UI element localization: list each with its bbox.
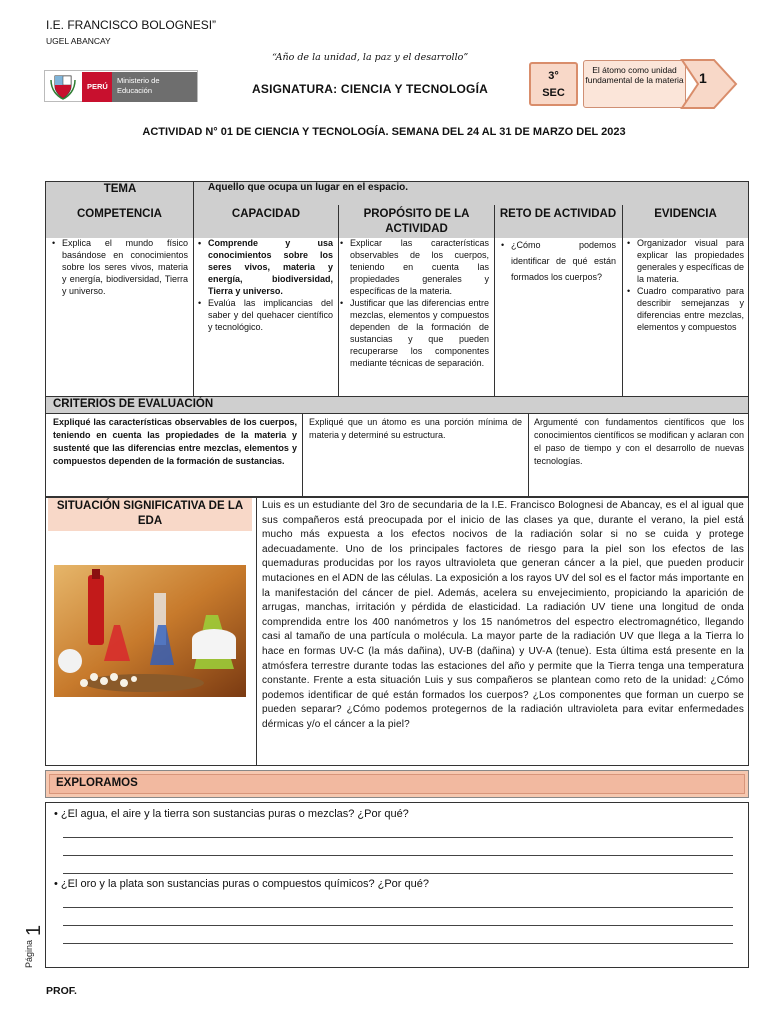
header-competencia: COMPETENCIA: [77, 208, 162, 220]
criterio-item: Argumenté con fundamentos científicos que los conocimientos científicos se modifican y aclaran con el paso de tiempo y con el desarrollo de nuevas tecnologías.: [534, 417, 744, 467]
grade-level: SEC: [542, 86, 565, 99]
answer-line[interactable]: [63, 837, 733, 838]
year-motto: “Año de la unidad, la paz y el desarrollo”: [272, 52, 469, 63]
competency-table: [45, 181, 749, 397]
situacion-title: SITUACIÓN SIGNIFICATIVA DE LA EDA: [48, 498, 252, 531]
ministry-line1: Ministerio de: [117, 76, 160, 85]
answer-line[interactable]: [63, 907, 733, 908]
proposito-item: • Justificar que las diferencias entre mezclas, elementos y compuestos dependen de la formación de sustancias y que pueden recuperarse los componentes mediante técnicas de separación.: [339, 298, 489, 370]
page-number: 1: [23, 924, 45, 936]
questions-box: [45, 802, 749, 968]
header-reto: RETO DE ACTIVIDAD: [499, 208, 617, 220]
laboratory-flasks-image: [54, 565, 246, 697]
page-number-label: [8, 920, 48, 970]
subject-title: ASIGNATURA: CIENCIA Y TECNOLOGÍA: [252, 82, 488, 96]
competencia-cell: [51, 238, 188, 298]
exploramos-banner: [45, 770, 749, 798]
peru-label: PERÚ: [87, 82, 108, 91]
header-capacidad: CAPACIDAD: [231, 208, 301, 220]
competencia-item: • Explica el mundo físico basándose en conocimientos sobre los seres vivos, materia y energía, biodiversidad, Tierra y universo.: [51, 238, 188, 298]
criterio-item: Expliqué las características observables de los cuerpos, teniendo en cuenta las propiedades de la materia y sustenté que las diferencias entre mezclas, elementos y compuestos dependen de la formación de sustancias.: [53, 417, 297, 467]
ministry-line2: Educación: [117, 86, 153, 96]
exploramos-title: EXPLORAMOS: [49, 774, 745, 794]
column-divider: [528, 414, 529, 497]
column-divider: [302, 414, 303, 497]
capacidad-item: • Evalúa las implicancias del saber y del quehacer científico y tecnológico.: [197, 298, 333, 334]
grade-badge: [529, 62, 578, 106]
unit-number: 1: [699, 70, 707, 86]
school-name: I.E. FRANCISCO BOLOGNESI”: [46, 18, 217, 32]
coat-of-arms-icon: [49, 74, 77, 100]
answer-line[interactable]: [63, 855, 733, 856]
reto-cell: [500, 238, 616, 285]
situacion-section: [45, 496, 749, 766]
criterios-row: [45, 413, 749, 498]
reto-item: • ¿Cómo podemos identificar de qué están formados los cuerpos?: [500, 238, 616, 285]
tema-label: TEMA: [103, 183, 137, 195]
tema-row: [46, 182, 748, 205]
question-1: • ¿El agua, el aire y la tierra son sustancias puras o mezclas? ¿Por qué?: [54, 808, 409, 820]
evidencia-item: • Cuadro comparativo para describir semejanzas y diferencias entre mezclas, elementos y compuestos: [626, 286, 744, 334]
column-divider: [494, 205, 495, 396]
header-proposito: PROPÓSITO DE LA ACTIVIDAD: [363, 208, 470, 235]
prof-label: PROF.: [46, 985, 77, 997]
grade-number: 3°: [548, 70, 559, 82]
ministry-logo: [44, 70, 198, 102]
evidencia-cell: [626, 238, 744, 334]
column-divider: [193, 182, 194, 396]
ugel-name: UGEL ABANCAY: [46, 36, 111, 46]
proposito-item: • Explicar las características observables de los cuerpos, teniendo en cuenta las propiedades generales y específicas de la materia.: [339, 238, 489, 298]
activity-title: ACTIVIDAD N° 01 DE CIENCIA Y TECNOLOGÍA. SEMANA DEL 24 AL 31 DE MARZO DEL 2023: [142, 126, 626, 138]
criterios-title: CRITERIOS DE EVALUACIÓN: [45, 396, 749, 414]
ministry-label-box: [112, 72, 197, 102]
situacion-text: Luis es un estudiante del 3ro de secundaria de la I.E. Francisco Bolognesi de Abancay, es el al igual que sus compañeros está preocupada por el inicio de las clases ya que, durante el verano, la piel está mucho más expuesta a los efectos nocivos de la radiación solar si no se cuida y protege adecuadamente. Uno de los principales factores de riesgo para la piel son los efectos de las quemaduras producidas por los rayos ultravioleta que generan cáncer a la piel, que pueden producir mutaciones en el ADN de las células. La exposición a los rayos UV del sol es el factor más importante en la manifestación del cáncer de piel. Además, acelera su envejecimiento, propiciando la aparición de arrugas, manchas, irritación y pérdida de elasticidad. La radiación UV tiene una longitud de onda comprendida entre los 400 nanómetros y los 15 nanómetros del espectro electromagnético, llegando casi al tamaño de una partícula o molécula. La mayor parte de la radiación UV que llega a la Tierra lo hace en formas UV-C (la más dañina), UV-B (dañina) y UV-A (tenue). Esta última está presente en la atmósfera terrestre durante todas las estaciones del año y permite que la Tierra tenga una temperatura constante. Frente a esta situación Luis y sus compañeros se plantean como reto de la unidad: ¿Cómo podemos identificar de qué están formados los cuerpos? ¿Los componentes que forman un cuerpo se pueden separar? ¿Cómo podemos protegernos de la radiación ultravioleta para evitar enfermedades dérmicas y/o el cáncer a la piel?: [262, 500, 744, 730]
table-header-row: [46, 205, 748, 238]
answer-line[interactable]: [63, 943, 733, 944]
evidencia-item: • Organizador visual para explicar las propiedades generales y específicas de la materia.: [626, 238, 744, 286]
page-label: Página: [24, 939, 34, 968]
unit-title-box: El átomo como unidad fundamental de la materia: [583, 60, 686, 108]
unit-arrow-icon: [680, 58, 738, 110]
header-evidencia: EVIDENCIA: [654, 208, 717, 220]
answer-line[interactable]: [63, 925, 733, 926]
column-divider: [256, 497, 257, 765]
column-divider: [622, 205, 623, 396]
answer-line[interactable]: [63, 873, 733, 874]
criterio-item: Expliqué que un átomo es una porción mínima de materia y determiné su estructura.: [309, 417, 522, 441]
tema-value: Aquello que ocupa un lugar en el espacio.: [208, 182, 409, 193]
proposito-cell: [339, 238, 489, 370]
capacidad-cell: [197, 238, 333, 334]
question-2: • ¿El oro y la plata son sustancias puras o compuestos químicos? ¿Por qué?: [54, 878, 429, 890]
capacidad-item: • Comprende y usa conocimientos sobre los seres vivos, materia y energía, biodiversidad, Tierra y universo.: [197, 238, 333, 298]
